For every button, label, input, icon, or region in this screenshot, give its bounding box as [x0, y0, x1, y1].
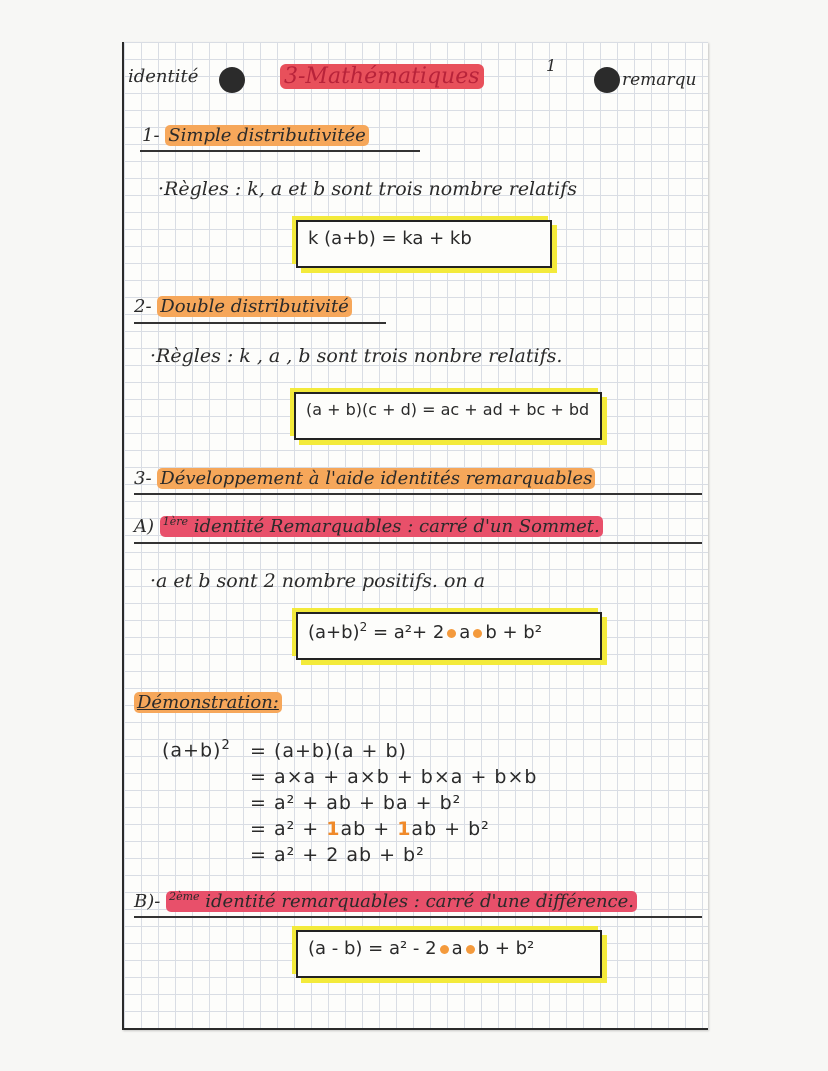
formula-box-3: $(a+b)^2 = a^2+ 2$ a b + b²	[296, 612, 602, 660]
binder-hole-left	[219, 67, 245, 93]
formula-box-4: (a - b) = a² - 2 a b + b²	[296, 930, 602, 978]
binder-hole-right	[594, 67, 620, 93]
section3-heading: 3- Développement à l'aide identités remarquables	[134, 468, 595, 489]
section2-underline	[134, 322, 386, 324]
formula-box-2: (a + b)(c + d) = ac + ad + bc + bd	[294, 392, 602, 440]
formula-box-1: k (a+b) = ka + kb	[296, 220, 552, 268]
section3-underline	[134, 493, 702, 495]
demonstration-label: Démonstration:	[134, 692, 282, 713]
page-title: 3-Mathématiques	[280, 64, 484, 89]
identity1-underline	[134, 542, 702, 544]
section1-rule: ·Règles : k, a et b sont trois nombre relatifs	[158, 178, 577, 200]
identity2-heading: B)- $^{2ème}$ identité remarquables : carré d'une différence.	[134, 890, 637, 912]
identity1-rule: ·a et b sont 2 nombre positifs. on a	[150, 570, 486, 592]
identity1-heading: A) $^{1ère}$ identité Remarquables : carré d'un Sommet.	[134, 515, 603, 537]
demo-line-1: = (a+b)(a + b)	[250, 740, 407, 762]
section1-heading: 1- Simple distributivitée	[142, 125, 369, 146]
multiply-dot	[447, 629, 456, 638]
demo-lhs: $(a+b)^2$	[162, 738, 231, 762]
header-right-word: remarqu	[622, 70, 697, 90]
page-number: 1	[546, 56, 557, 75]
demo-line-4: = a² + 1ab + 1ab + b²	[250, 818, 490, 840]
header-left-word: identité	[128, 66, 199, 87]
identity2-underline	[134, 916, 702, 918]
demo-line-2: = a×a + a×b + b×a + b×b	[250, 766, 538, 788]
multiply-dot	[440, 945, 449, 954]
section1-underline	[140, 150, 420, 152]
section2-heading: 2- Double distributivité	[134, 296, 352, 317]
section2-rule: ·Règles : k , a , b sont trois nonbre relatifs.	[150, 345, 563, 367]
multiply-dot	[466, 945, 475, 954]
demo-line-3: = a² + ab + ba + b²	[250, 792, 462, 814]
demo-line-5: = a² + 2 ab + b²	[250, 844, 425, 866]
multiply-dot	[473, 629, 482, 638]
